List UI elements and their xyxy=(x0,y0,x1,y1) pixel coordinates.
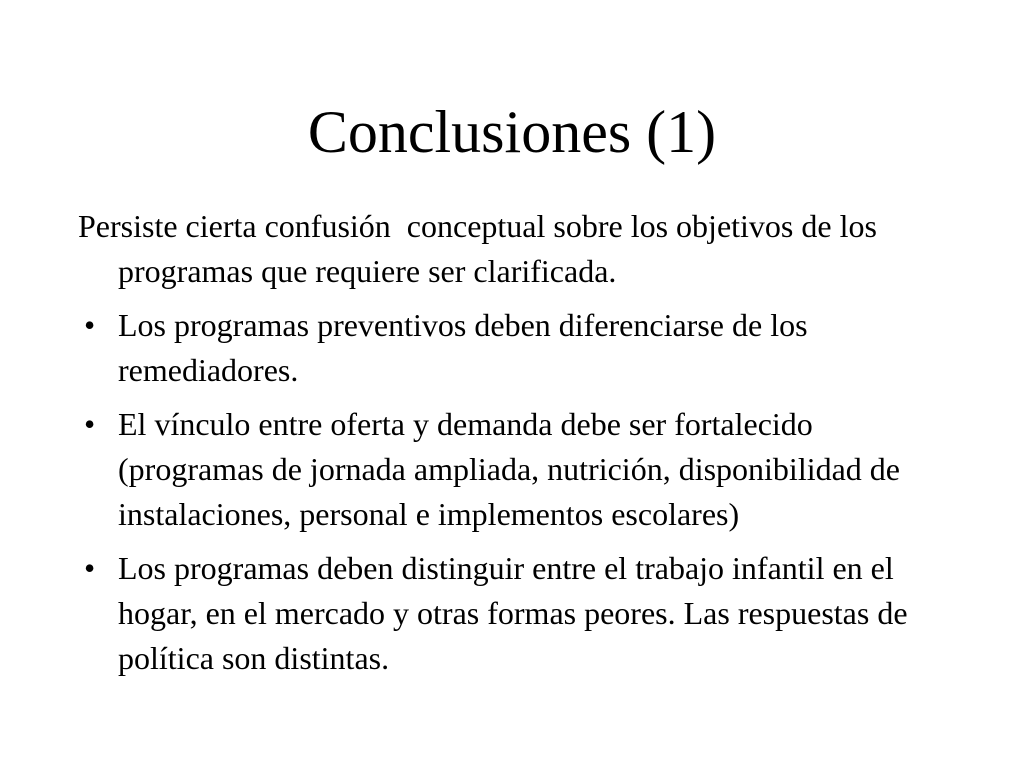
list-item xyxy=(78,204,958,294)
bullet-icon: • xyxy=(84,550,96,586)
bullet-icon: • xyxy=(84,406,96,442)
list-item-text: El vínculo entre oferta y demanda debe ser fortalecido (programas de jornada ampliada, nutrición, disponibilidad de instalaciones, personal e implementos escolares) xyxy=(118,406,900,532)
list-item-text: Los programas preventivos deben diferenciarse de los remediadores. xyxy=(118,307,808,388)
list-item-text: Los programas deben distinguir entre el trabajo infantil en el hogar, en el mercado y otras formas peores. Las respuestas de política son distintas. xyxy=(118,550,908,676)
bullet-list xyxy=(78,204,958,690)
list-item xyxy=(78,303,958,393)
list-item-text: Persiste cierta confusión conceptual sobre los objetivos de los programas que requiere ser clarificada. xyxy=(78,208,885,289)
list-item xyxy=(78,546,958,681)
list-item xyxy=(78,402,958,537)
slide-title: Conclusiones (1) xyxy=(307,99,717,165)
bullet-icon: • xyxy=(84,307,96,343)
